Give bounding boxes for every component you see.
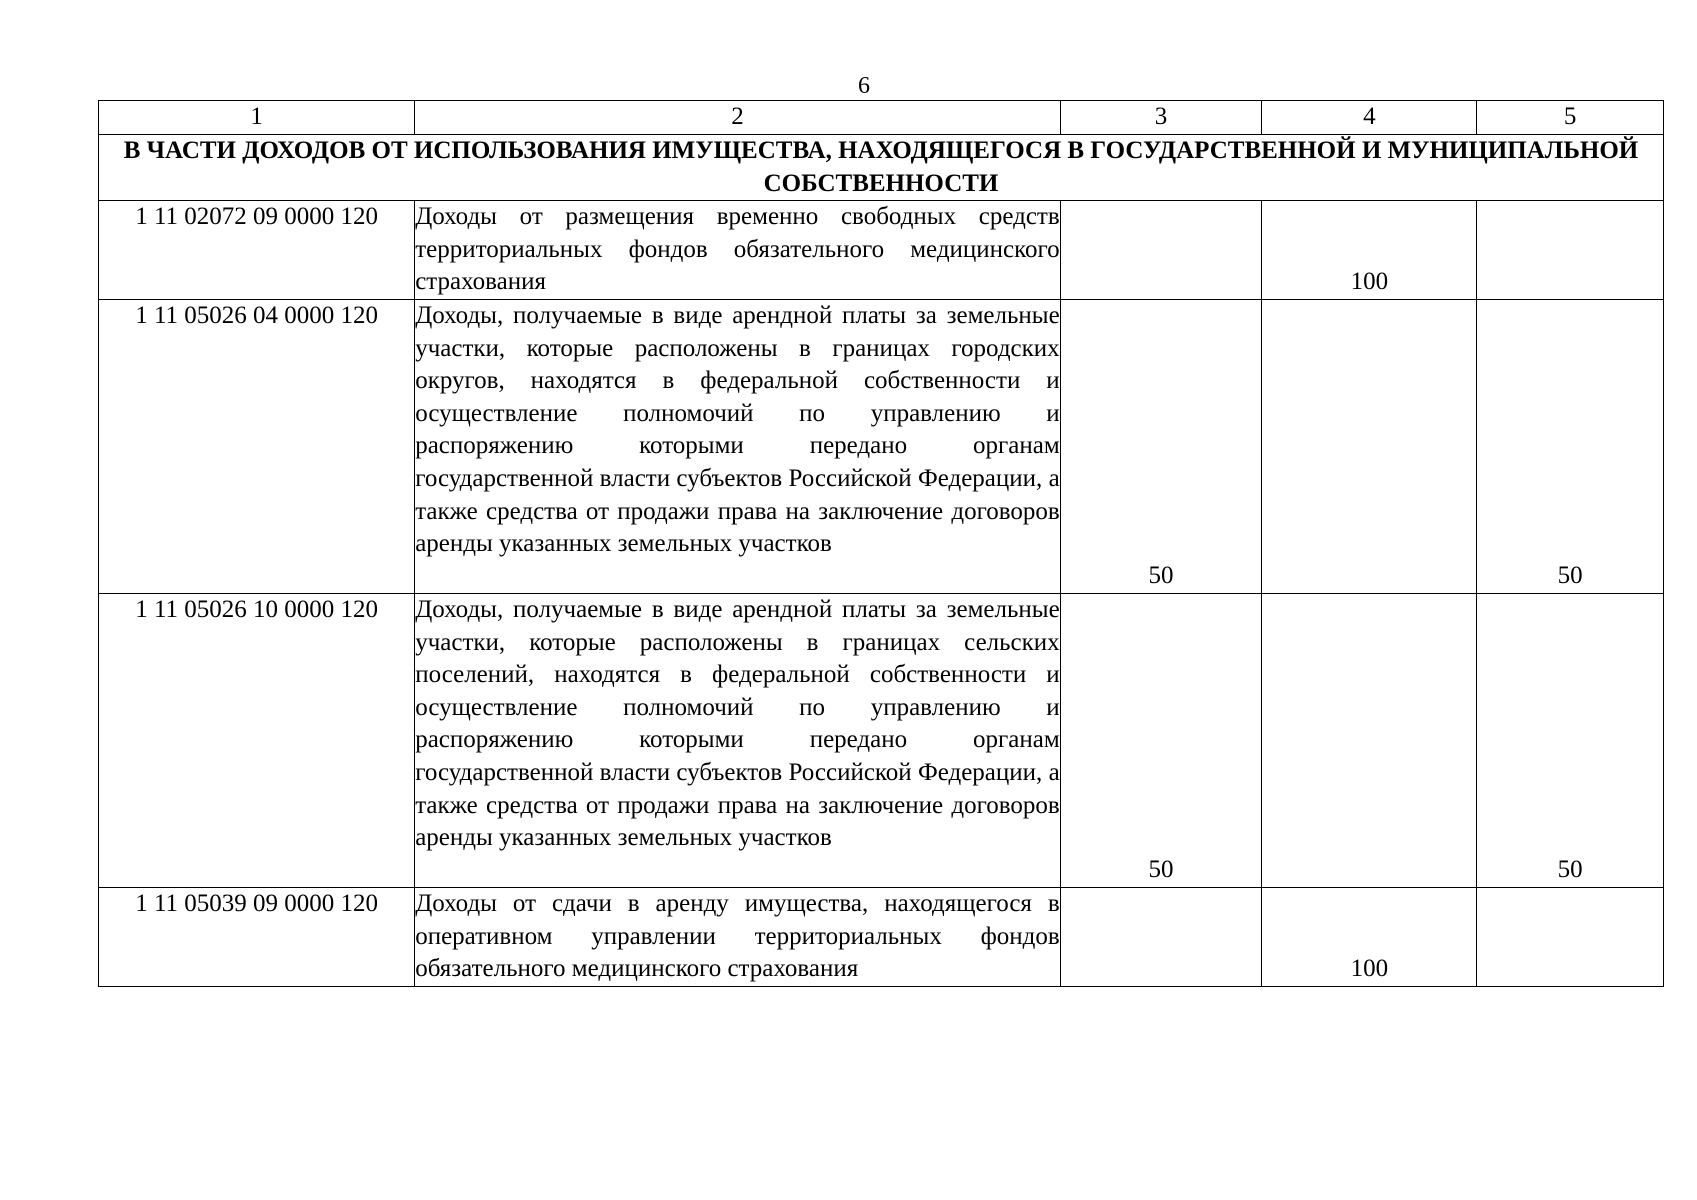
revenue-description: Доходы от сдачи в аренду имущества, находящегося в оперативном управлении территориальных фондов обязательного медицинского страхования [415, 887, 1060, 986]
share-col5 [1477, 201, 1664, 300]
share-col4 [1262, 299, 1477, 593]
share-col4: 100 [1262, 887, 1477, 986]
share-col3: 50 [1060, 299, 1262, 593]
share-col5 [1477, 887, 1664, 986]
table-row [99, 201, 1664, 300]
column-number-5: 5 [1477, 101, 1664, 135]
budget-code: 1 11 05039 09 0000 120 [99, 887, 415, 986]
budget-code: 1 11 05026 04 0000 120 [99, 299, 415, 593]
revenue-description: Доходы, получаемые в виде арендной платы за земельные участки, которые расположены в границах сельских поселений, находятся в федеральной собственности и осуществление полномочий по управлению и распоряжению которыми передано органам государственной власти субъектов Российской Федерации, а также средства от продажи права на заключение договоров аренды указанных земельных участков [415, 593, 1060, 887]
share-col4 [1262, 593, 1477, 887]
share-col5: 50 [1477, 593, 1664, 887]
share-col4: 100 [1262, 201, 1477, 300]
revenue-description: Доходы, получаемые в виде арендной платы за земельные участки, которые расположены в границах городских округов, находятся в федеральной собственности и осуществление полномочий по управлению и распоряжению которыми передано органам государственной власти субъектов Российской Федерации, а также средства от продажи права на заключение договоров аренды указанных земельных участков [415, 299, 1060, 593]
column-number-row [99, 101, 1664, 135]
share-col5: 50 [1477, 299, 1664, 593]
share-col3 [1060, 201, 1262, 300]
budget-code: 1 11 02072 09 0000 120 [99, 201, 415, 300]
share-col3: 50 [1060, 593, 1262, 887]
table-row [99, 593, 1664, 887]
column-number-1: 1 [99, 101, 415, 135]
revenue-distribution-table [98, 100, 1664, 987]
table-row [99, 299, 1664, 593]
share-col3 [1060, 887, 1262, 986]
page-number: 6 [858, 73, 870, 99]
section-title: В ЧАСТИ ДОХОДОВ ОТ ИСПОЛЬЗОВАНИЯ ИМУЩЕСТВА, НАХОДЯЩЕГОСЯ В ГОСУДАРСТВЕННОЙ И МУНИЦИПАЛЬНОЙ СОБСТВЕННОСТИ [99, 135, 1664, 201]
table-row [99, 887, 1664, 986]
section-header-row [99, 135, 1664, 201]
revenue-description: Доходы от размещения временно свободных средств территориальных фондов обязательного медицинского страхования [415, 201, 1060, 300]
column-number-3: 3 [1060, 101, 1262, 135]
column-number-2: 2 [415, 101, 1060, 135]
column-number-4: 4 [1262, 101, 1477, 135]
budget-code: 1 11 05026 10 0000 120 [99, 593, 415, 887]
